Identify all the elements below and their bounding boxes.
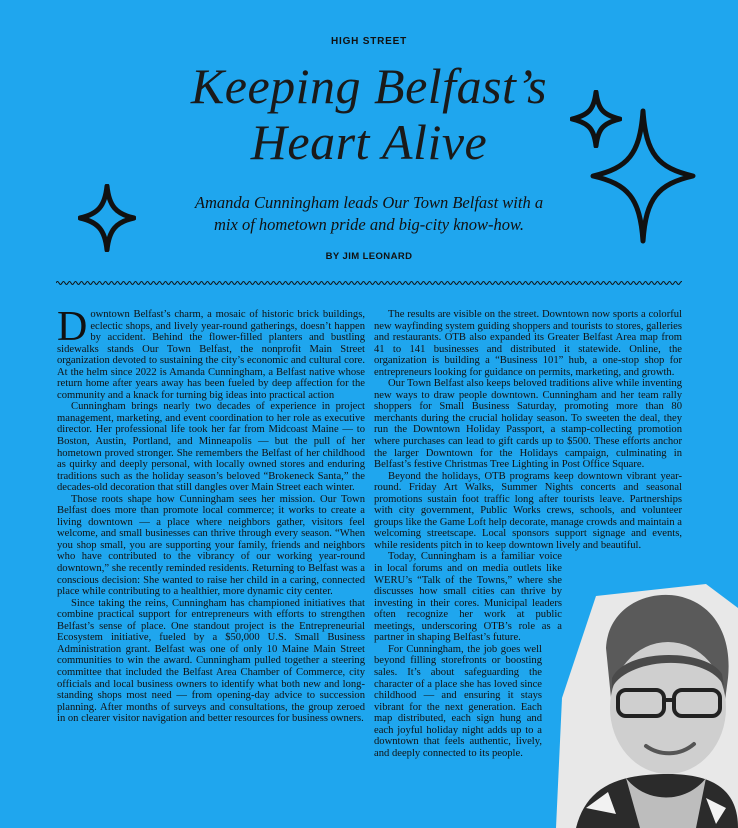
paragraph: Beyond the holidays, OTB programs keep downtown vibrant year-round. Friday Art Walks, Summer Nights concerts and seasonal promotions sustain foot traffic long after tourists leave. Partnerships with city government, Public Works crews, schools, and volunteer groups like the Game Loft help decorate, manage crowds and maintain a welcoming streetscape. Local sponsors support signage and events, while residents pitch in to keep downtown lively and beautiful. bbox=[374, 470, 682, 551]
byline: BY JIM LEONARD bbox=[325, 251, 413, 262]
paragraph: The results are visible on the street. Downtown now sports a colorful new wayfinding system guiding shoppers and tourists to stores, galleries and restaurants. OTB also expanded its Greater Belfast Area map from 41 to 141 businesses and distributed it statewide. Online, the organization is building a “Business 101” hub, a one-stop shop for entrepreneurs looking for guidance on permits, marketing, and growth. bbox=[374, 309, 682, 378]
headline-line-2: Heart Alive bbox=[250, 114, 488, 170]
paragraph: Our Town Belfast also keeps beloved traditions alive while inventing new ways to draw people downtown. Cunningham and her team rally shoppers for Small Business Saturday, promoting more than 80 merchants during the crucial holiday season. To sweeten the deal, they run the Downtown Holiday Passport, a stamp-collecting promotion where purchases can lead to gift cards up to $500. These efforts anchor the larger Downtown for the Holidays campaign, culminating in Belfast’s festive Christmas Tree Lighting in Post Office Square. bbox=[374, 378, 682, 471]
paragraph: For Cunningham, the job goes well beyond filling storefronts or boosting sales. It’s about safeguarding the character of a place she has loved since childhood — and ensuring it stays vibrant for the next generation. Each map distributed, each sign hung and each joyful holiday night adds up to a downtown that feels authentic, lively, and deeply connected to its people. bbox=[374, 643, 542, 759]
headline-line-1: Keeping Belfast’s bbox=[190, 58, 548, 114]
portrait-photo bbox=[556, 578, 738, 828]
wavy-divider bbox=[56, 279, 682, 287]
paragraph: Since taking the reins, Cunningham has championed initiatives that combine practical support for entrepreneurs with efforts to strengthen Belfast’s sense of place. One standout project is the Entrepreneurial Ecosystem initiative, fueled by a $50,000 U.S. Small Business Administration grant. Belfast was one of only 10 Maine Main Street communities to win the award. Cunningham pulled together a steering committee that included the Belfast Area Chamber of Commerce, city officials and local business owners to identify what both new and long-standing shops most need — from opening-day advice to succession planning. After months of surveys and consultations, the group zeroed in on clearer visitor navigation and better resources for business owners. bbox=[57, 597, 365, 725]
paragraph bbox=[57, 304, 365, 401]
paragraph-text: owntown Belfast’s charm, a mosaic of historic brick buildings, eclectic shops, and lively year-round gatherings, doesn’t happen by accident. Behind the flower-filled planters and bustling sidewalks stands Our Town Belfast, the nonprofit Main Street organization devoted to sustaining the city’s economic and cultural core. At the helm since 2022 is Amanda Cunningham, a Belfast native whose return home after years away has been fueled by deep affection for the community and a knack for turning big ideas into practical action bbox=[57, 309, 365, 401]
paragraph: Those roots shape how Cunningham sees her mission. Our Town Belfast does more than promote local commerce; it works to create a living downtown — a place where neighbors gather, visitors feel welcome, and small businesses can thrive through every season. “When you shop small, you are supporting your family, friends and neighbors who have contributed to the vibrancy of our working year-round downtown,” she recently reminded residents. Returning to Belfast was a conscious decision: She wanted to raise her child in a caring, connected place while contributing to a healthier, more dynamic city center. bbox=[57, 493, 365, 598]
section-label: HIGH STREET bbox=[330, 36, 408, 47]
paragraph: Today, Cunningham is a familiar voice in local forums and on media outlets like WERU’s “Talk of the Towns,” where she discusses how small cities can thrive by investing in their cores. Municipal leaders often recognize her work at public meetings, underscoring OTB’s role as a partner in shaping Belfast’s future. bbox=[374, 551, 562, 644]
dek-line-2: mix of hometown pride and big-city know-how. bbox=[214, 215, 524, 234]
drop-cap: D bbox=[57, 304, 88, 350]
paragraph: Cunningham brings nearly two decades of experience in project management, marketing, and event coordination to her role as executive director. Her professional life took her far from Midcoast Maine — to Boston, Austin, Portland, and Minneapolis — but the pull of her hometown proved stronger. She remembers the Belfast of her childhood as quirky and deeply personal, with locally owned stores and enduring traditions such as the holiday season’s beloved “Brokeneck Santa,” the decades-old decoration that still dangles over Main Street each winter. bbox=[57, 401, 365, 494]
dek bbox=[140, 192, 598, 236]
article-column-left bbox=[57, 304, 365, 725]
dek-line-1: Amanda Cunningham leads Our Town Belfast with a bbox=[194, 193, 544, 212]
large-star-right-icon bbox=[590, 108, 696, 244]
small-star-left-icon bbox=[78, 184, 136, 252]
